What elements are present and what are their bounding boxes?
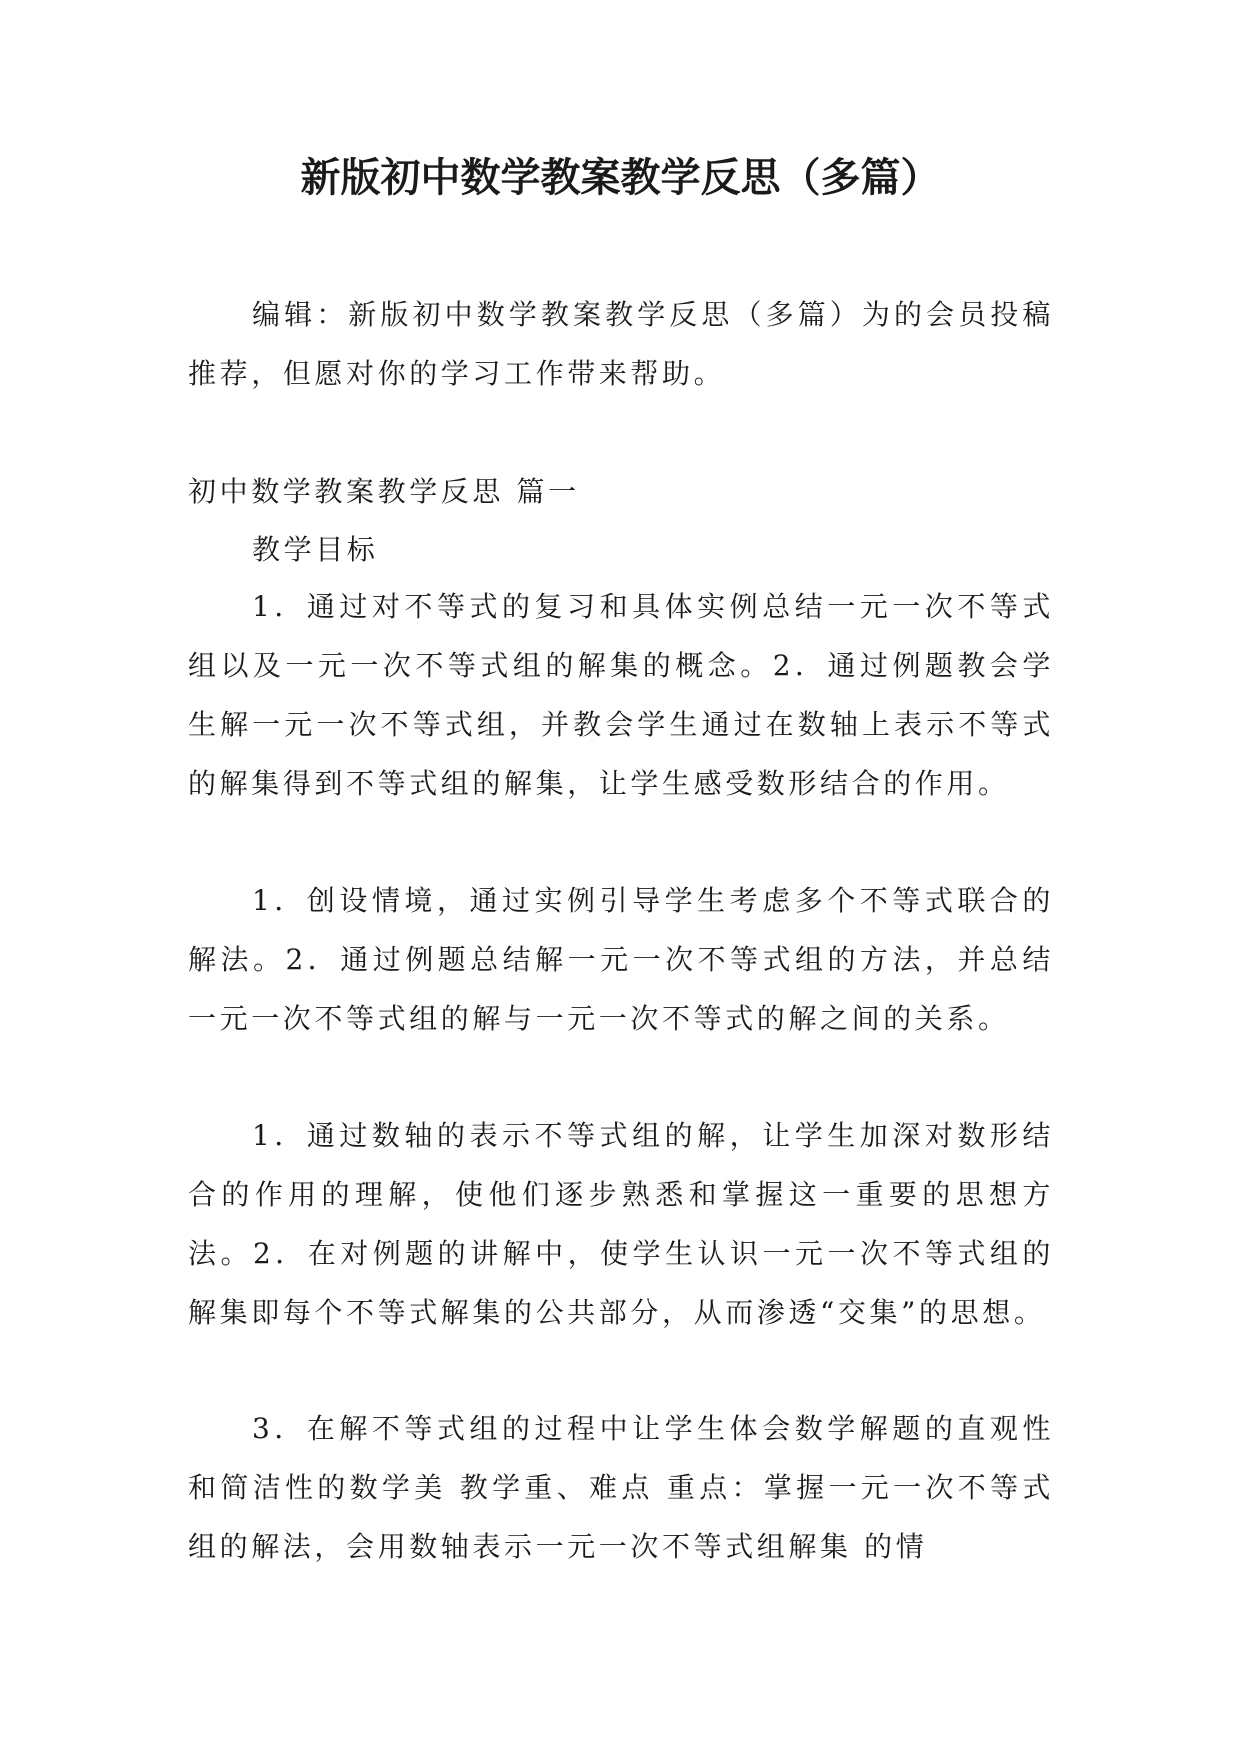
document-title: 新版初中数学教案教学反思（多篇） [300, 154, 941, 201]
body-paragraph: 3．在解不等式组的过程中让学生体会数学解题的直观性和简洁性的数学美 教学重、难点 重点：掌握一元一次不等式组的解法，会用数轴表示一元一次不等式组解集 的情 [188, 1412, 1054, 1563]
section-heading: 初中数学教案教学反思 篇一 [188, 475, 580, 508]
intro-paragraph: 编辑：新版初中数学教案教学反思（多篇）为的会员投稿推荐，但愿对你的学习工作带来帮助。 [188, 298, 1054, 390]
goals-label: 教学目标 [252, 533, 379, 566]
body-paragraph: 1．创设情境，通过实例引导学生考虑多个不等式联合的解法。2．通过例题总结解一元一次不等式组的方法，并总结一元一次不等式组的解与一元一次不等式的解之间的关系。 [188, 884, 1054, 1035]
body-paragraph: 1．通过对不等式的复习和具体实例总结一元一次不等式组以及一元一次不等式组的解集的概念。2．通过例题教会学生解一元一次不等式组，并教会学生通过在数轴上表示不等式的解集得到不等式组的解集，让学生感受数形结合的作用。 [188, 590, 1054, 800]
body-paragraph: 1．通过数轴的表示不等式组的解，让学生加深对数形结合的作用的理解，使他们逐步熟悉和掌握这一重要的思想方法。2．在对例题的讲解中，使学生认识一元一次不等式组的解集即每个不等式解集的公共部分，从而渗透“交集”的思想。 [188, 1119, 1054, 1329]
